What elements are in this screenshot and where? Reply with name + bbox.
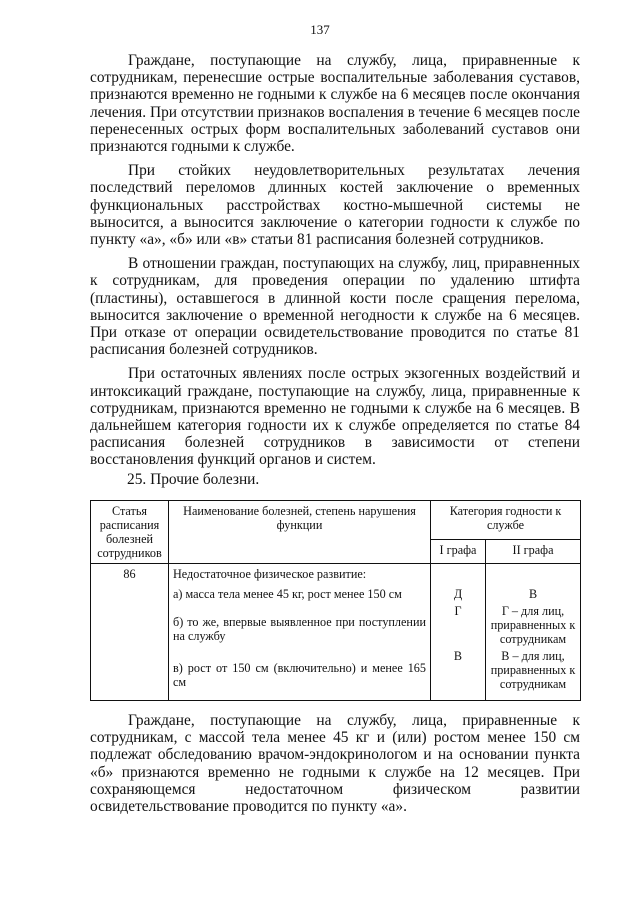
paragraph-joint-inflammation: Граждане, поступающие на службу, лица, приравненные к сотрудникам, перенесшие острые воспалительные заболевания суставов, признаются временно не годными к службе на 6 месяцев после окончания лечения. При отсутствии признаков воспаления в течение 6 месяцев после перенесенных острых форм воспалительных заболеваний суставов они признаются годными к службе. bbox=[90, 52, 580, 156]
disease-title: Недостаточное физическое развитие: bbox=[173, 567, 367, 581]
graph1-values-cell bbox=[431, 564, 486, 701]
page-number: 137 bbox=[310, 22, 330, 37]
section-heading: 25. Прочие болезни. bbox=[127, 471, 260, 488]
paragraph-exogenous-effects: При остаточных явлениях после острых экзогенных воздействий и интоксикаций граждане, поступающие на службу, лица, приравненные к сотрудникам, признаются временно не годными к службе на 6 месяцев. В дальнейшем категория годности их к службе определяется по статье 84 расписания болезней сотрудников в зависимости от степени восстановления функций органов и систем. bbox=[90, 365, 580, 469]
graph2-value-a: В bbox=[528, 587, 538, 601]
header-article: Статья расписания болезней сотрудников bbox=[91, 501, 169, 564]
graph2-values-cell bbox=[486, 564, 581, 701]
disease-item-a: а) масса тела менее 45 кг, рост менее 150 см bbox=[173, 587, 402, 601]
graph1-value-b: Г bbox=[454, 604, 462, 618]
header-disease-name: Наименование болезней, степень нарушения функции bbox=[169, 501, 431, 564]
table-row bbox=[91, 564, 581, 701]
disease-item-c: в) рост от 150 см (включительно) и менее 165 см bbox=[173, 661, 426, 689]
header-category: Категория годности к службе bbox=[431, 501, 581, 540]
disease-table bbox=[90, 500, 581, 701]
table-header-row bbox=[91, 501, 581, 540]
article-number: 86 bbox=[91, 564, 169, 701]
paragraph-fracture-consequences: При стойких неудовлетворительных результатах лечения последствий переломов длинных костей заключение о временных функциональных расстройствах костно-мышечной системы не выносится, а выносится заключение о категории годности к службе по пункту «а», «б» или «в» статьи 81 расписания болезней сотрудников. bbox=[90, 162, 580, 249]
paragraph-pin-removal: В отношении граждан, поступающих на службу, лиц, приравненных к сотрудникам, для проведения операции по удалению штифта (пластины), оставшегося в длинной кости после сращения перелома, выносится заключение о временной негодности к службе на 6 месяцев. При отказе от операции освидетельствование проводится по статье 81 расписания болезней сотрудников. bbox=[90, 255, 580, 359]
header-graph-2: II графа bbox=[486, 540, 581, 564]
disease-names-cell bbox=[169, 564, 431, 701]
paragraph-endocrinologist: Граждане, поступающие на службу, лица, приравненные к сотрудникам, с массой тела менее 45 кг и (или) ростом менее 150 см подлежат обследованию врачом-эндокринологом и на основании пункта «б» признаются временно не годными к службе на 12 месяцев. При сохраняющемся недостаточном физическом развитии освидетельствование проводится по пункту «а». bbox=[90, 712, 580, 816]
graph1-value-c: В bbox=[453, 649, 463, 663]
top-text-block bbox=[90, 52, 580, 476]
disease-item-b: б) то же, впервые выявленное при поступлении на службу bbox=[173, 615, 426, 643]
graph1-value-a: Д bbox=[453, 587, 463, 601]
bottom-text-block bbox=[90, 712, 580, 822]
header-graph-1: I графа bbox=[431, 540, 486, 564]
graph2-value-c: В – для лиц, приравненных к сотрудникам bbox=[490, 649, 576, 691]
graph2-value-b: Г – для лиц, приравненных к сотрудникам bbox=[490, 604, 576, 646]
